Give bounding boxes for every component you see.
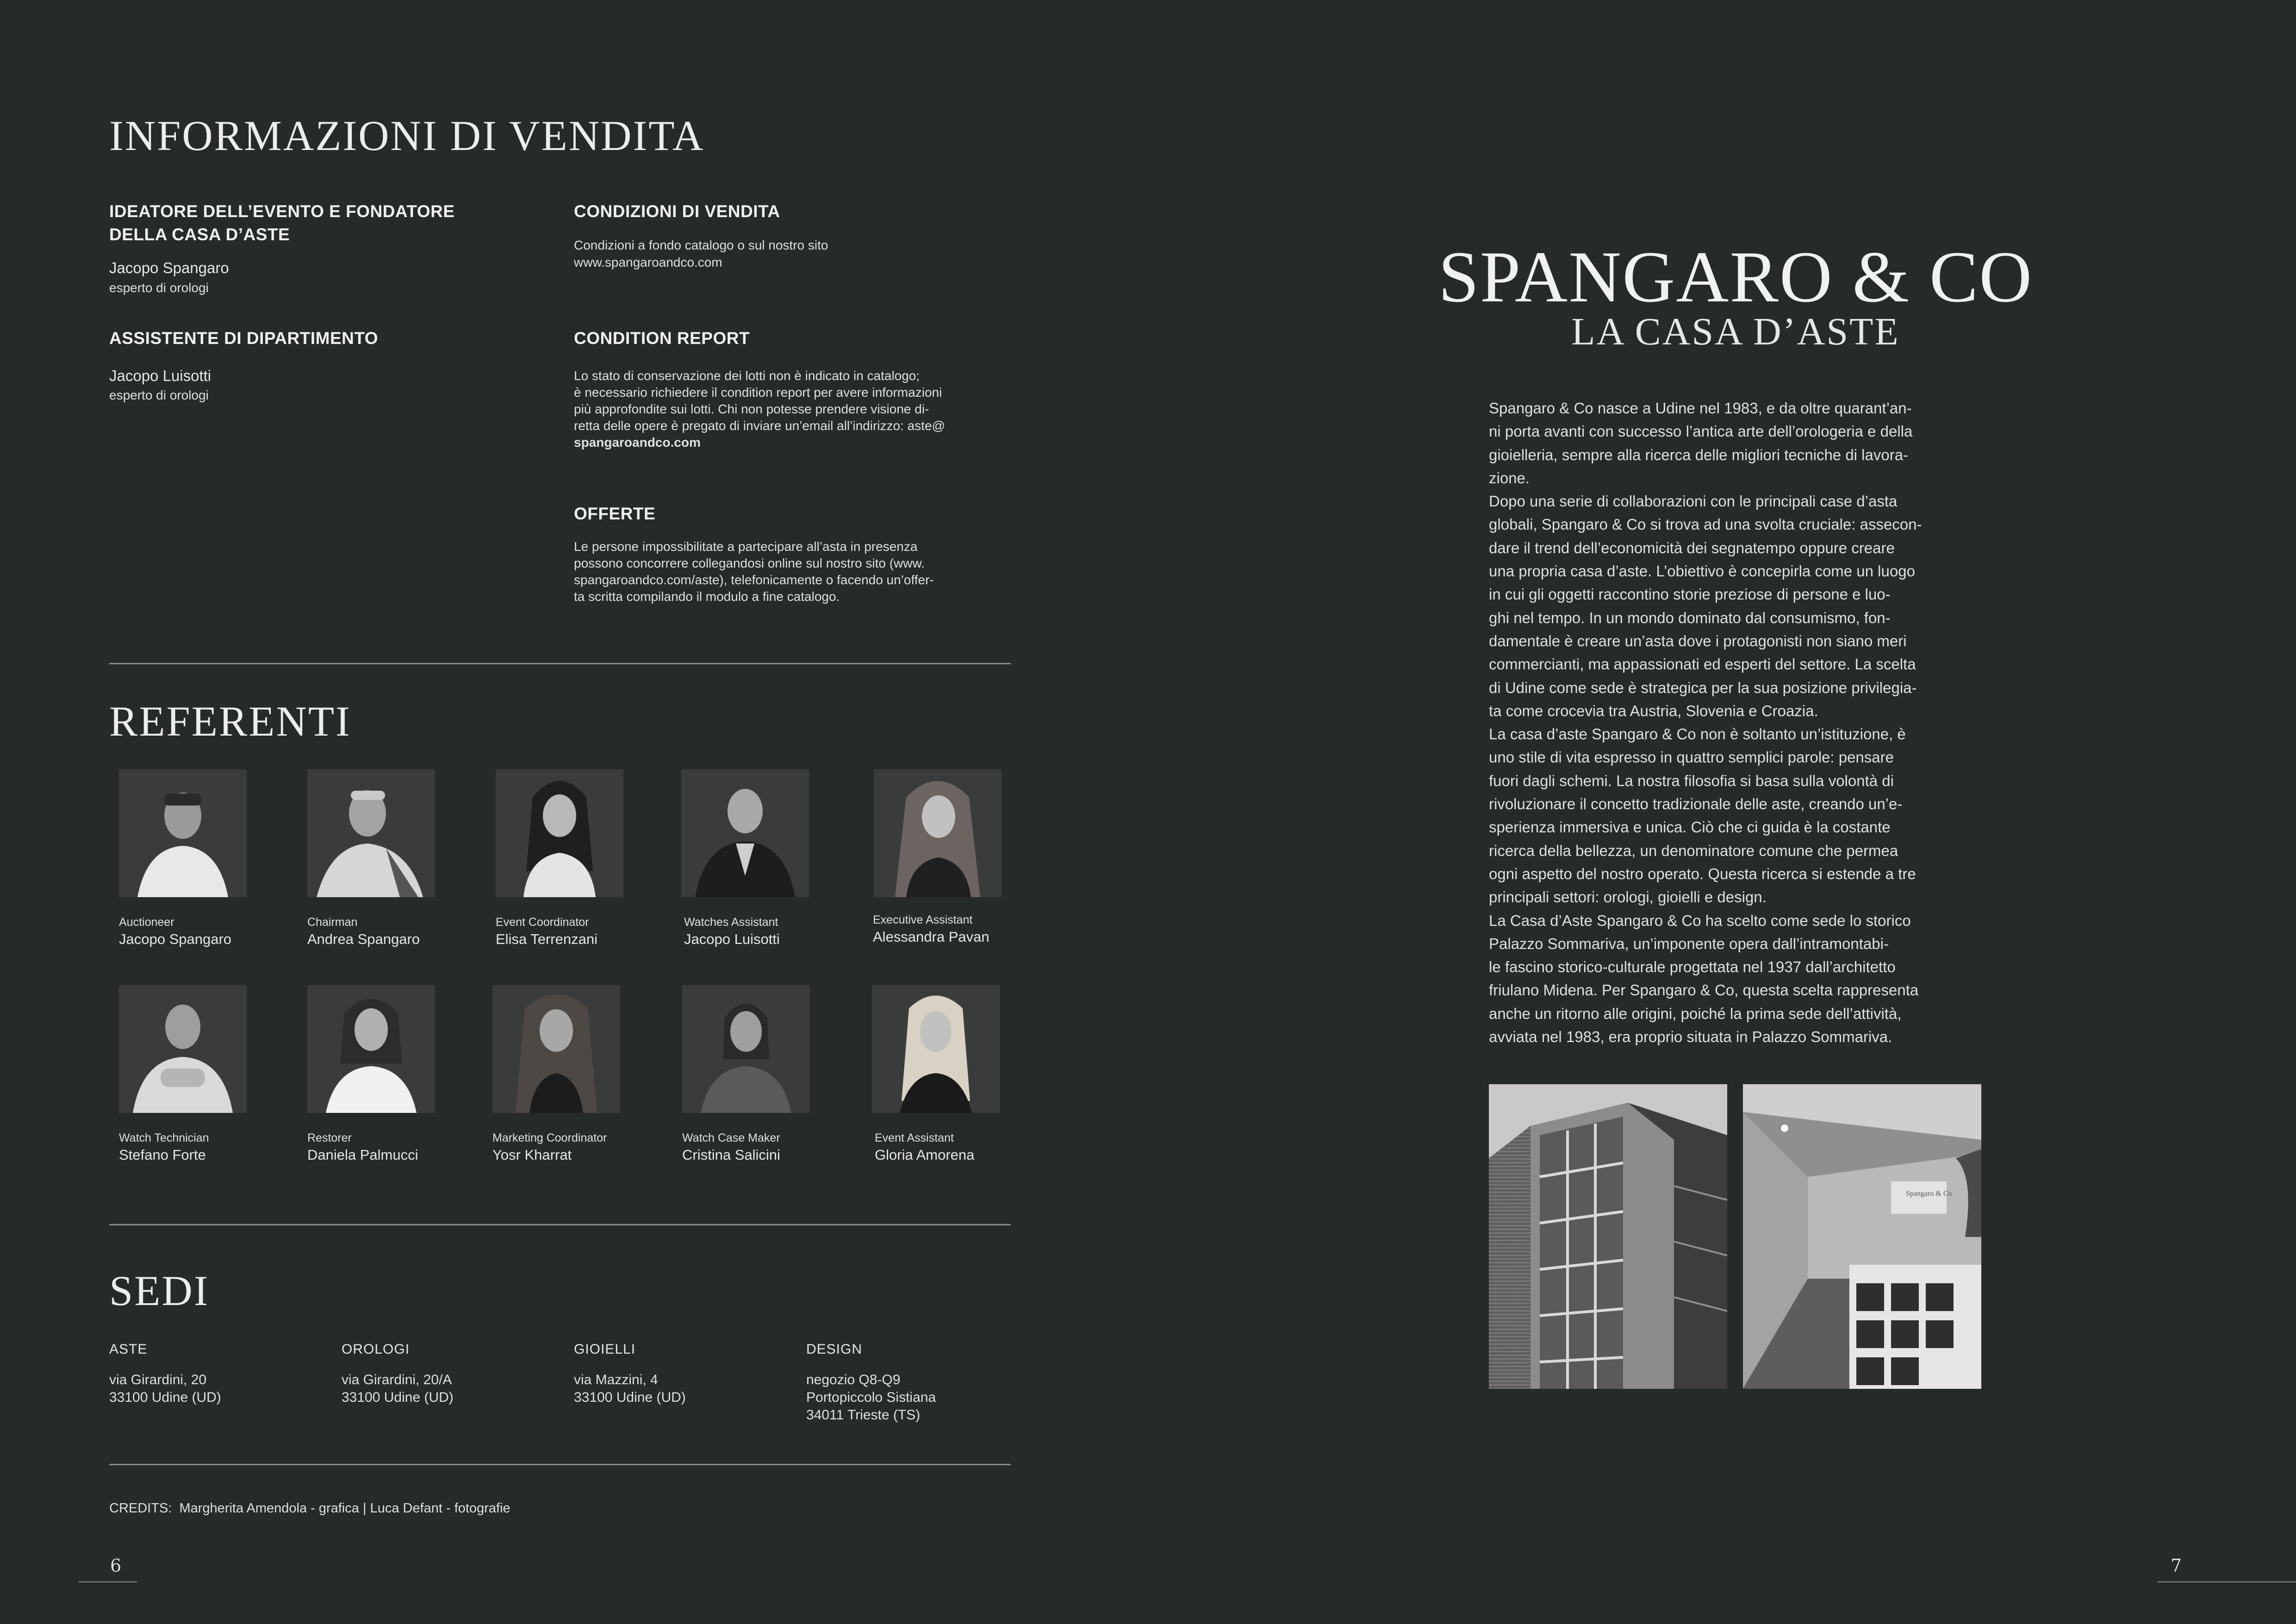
text-line: Spangaro & Co nasce a Udine nel 1983, e da oltre quarant’an- <box>1489 400 1912 417</box>
sedi-title: SEDI <box>109 1267 210 1314</box>
referenti-title: REFERENTI <box>109 698 351 745</box>
text-line: sperienza immersiva e unica. Ciò che ci guida è la costante <box>1489 818 1891 836</box>
page-number-right: 7 <box>2171 1555 2182 1576</box>
text-line: La Casa d’Aste Spangaro & Co ha scelto come sede lo storico <box>1489 912 1911 929</box>
person-role: Auctioneer <box>119 916 174 929</box>
assistant-role: esperto di orologi <box>109 388 209 402</box>
condition-report-heading: CONDITION REPORT <box>574 329 750 348</box>
text-line: zione. <box>1489 469 1530 487</box>
divider <box>109 1464 1011 1465</box>
page-title: INFORMAZIONI DI VENDITA <box>109 112 705 159</box>
page-number-left: 6 <box>110 1555 122 1576</box>
person-role: Event Coordinator <box>496 916 589 929</box>
condition-report-email[interactable]: spangaroandco.com <box>574 435 701 450</box>
interior-photo <box>1743 1084 1981 1389</box>
person-name: Alessandra Pavan <box>873 929 989 945</box>
condition-report-line: retta delle opere è pregato di inviare un’email all’indirizzo: aste@ <box>574 418 945 433</box>
sede-address: via Girardini, 20 33100 Udine (UD) <box>109 1372 221 1405</box>
person-role: Watch Technician <box>119 1131 209 1144</box>
brand-subtitle: LA CASA D’ASTE <box>1571 310 1900 353</box>
portrait-photo <box>307 985 435 1113</box>
offers-line: possono concorrere collegandosi online sul nostro sito (www. <box>574 556 925 570</box>
person-name: Stefano Forte <box>119 1147 206 1163</box>
sede-address: via Mazzini, 4 33100 Udine (UD) <box>574 1372 686 1405</box>
text-line: La casa d’aste Spangaro & Co non è soltanto un’istituzione, è <box>1489 725 1906 743</box>
text-line: uno stile di vita espresso in quattro semplici parole: pensare <box>1489 749 1894 766</box>
sede-label: GIOIELLI <box>574 1342 636 1357</box>
condition-report-line: Lo stato di conservazione dei lotti non è indicato in catalogo; <box>574 369 920 383</box>
portrait-photo <box>872 985 1000 1113</box>
text-line: ogni aspetto del nostro operato. Questa ricerca si estende a tre <box>1489 865 1916 882</box>
text-line: di Udine come sede è strategica per la sua posizione privilegia- <box>1489 679 1917 696</box>
condition-report-line: è necessario richiedere il condition report per avere informazioni <box>574 385 942 400</box>
person-name: Cristina Salicini <box>682 1147 780 1163</box>
history-text <box>1489 397 1981 1049</box>
text-line: globali, Spangaro & Co si trova ad una svolta cruciale: assecon- <box>1489 516 1922 533</box>
text-line: principali settori: orologi, gioielli e design. <box>1489 888 1767 906</box>
text-line: rivoluzionare il concetto tradizionale delle aste, creando un’e- <box>1489 795 1903 813</box>
text-line: in cui gli oggetti raccontino storie preziose di persone e luo- <box>1489 586 1891 603</box>
text-line: Palazzo Sommariva, un’imponente opera dall’intramontabi- <box>1489 935 1889 952</box>
portrait-photo <box>119 985 247 1113</box>
text-line: le fascino storico-culturale progettata nel 1937 dall’architetto <box>1489 958 1896 976</box>
sede-address: negozio Q8-Q9 Portopiccolo Sistiana 34011 Trieste (TS) <box>806 1372 936 1423</box>
portrait-photo <box>682 985 810 1113</box>
condition-report-line: più approfondite sui lotti. Chi non potesse prendere visione di- <box>574 402 929 416</box>
assistant-heading: ASSISTENTE DI DIPARTIMENTO <box>109 329 379 348</box>
person-name: Andrea Spangaro <box>307 931 420 947</box>
person-role: Restorer <box>307 1131 352 1144</box>
person-name: Gloria Amorena <box>875 1147 975 1163</box>
portrait-photo <box>307 769 435 897</box>
sede-address: via Girardini, 20/A 33100 Udine (UD) <box>342 1372 454 1405</box>
text-line: anche un ritorno alle origini, poiché la prima sede dell’attività, <box>1489 1005 1902 1022</box>
person-role: Chairman <box>307 916 358 929</box>
condition-report-text <box>574 368 1014 451</box>
text-line: ta come crocevia tra Austria, Slovenia e Croazia. <box>1489 702 1818 719</box>
text-line: ghi nel tempo. In un mondo dominato dal consumismo, fon- <box>1489 609 1891 626</box>
person-name: Jacopo Luisotti <box>684 931 780 947</box>
sede-label: OROLOGI <box>342 1342 410 1357</box>
person-role: Watches Assistant <box>684 916 778 929</box>
credits: CREDITS: Margherita Amendola - grafica | Luca Defant - fotografie <box>109 1501 510 1516</box>
assistant-name: Jacopo Luisotti <box>109 367 212 384</box>
text-line: fuori dagli schemi. La nostra filosofia si basa sulla volontà di <box>1489 772 1894 789</box>
text-line: una propria casa d’aste. L’obiettivo è concepirla come un luogo <box>1489 562 1915 580</box>
person-name: Daniela Palmucci <box>307 1147 418 1163</box>
page-number-underline <box>79 1581 137 1582</box>
text-line: dare il trend dell’economicità dei segnatempo oppure creare <box>1489 539 1895 556</box>
person-name: Jacopo Spangaro <box>119 931 232 947</box>
text-line: ricerca della bellezza, un denominatore comune che permea <box>1489 842 1898 859</box>
interior-sign: Spangaro & Co <box>1906 1190 1952 1198</box>
text-line: damentale è creare un’asta dove i protagonisti non siano meri <box>1489 632 1907 650</box>
conditions-heading: CONDIZIONI DI VENDITA <box>574 202 780 221</box>
text-line: gioielleria, sempre alla ricerca delle migliori tecniche di lavora- <box>1489 446 1909 463</box>
portrait-photo <box>492 985 620 1113</box>
conditions-line-1: Condizioni a fondo catalogo o sul nostro sito <box>574 238 828 252</box>
page-number-underline <box>2158 1581 2296 1582</box>
text-line: Dopo una serie di collaborazioni con le principali case d’asta <box>1489 493 1898 510</box>
person-name: Elisa Terrenzani <box>496 931 597 947</box>
building-photo <box>1489 1084 1727 1389</box>
divider <box>109 663 1011 664</box>
text-line: commercianti, ma appassionati ed esperti del settore. La scelta <box>1489 656 1916 673</box>
founder-name: Jacopo Spangaro <box>109 259 229 276</box>
person-role: Marketing Coordinator <box>492 1131 607 1144</box>
offers-text <box>574 538 1014 605</box>
text-line: friulano Midena. Per Spangaro & Co, questa scelta rappresenta <box>1489 981 1919 999</box>
portrait-photo <box>874 769 1002 897</box>
sede-label: ASTE <box>109 1342 148 1357</box>
sede-label: DESIGN <box>806 1342 863 1357</box>
text-line: avviata nel 1983, era proprio situata in Palazzo Sommariva. <box>1489 1028 1892 1046</box>
offers-line: spangaroandco.com/aste), telefonicamente o facendo un’offer- <box>574 573 934 587</box>
divider <box>109 1224 1011 1225</box>
portrait-photo <box>681 769 809 897</box>
person-role: Watch Case Maker <box>682 1131 780 1144</box>
person-role: Executive Assistant <box>873 913 973 926</box>
conditions-link[interactable]: www.spangaroandco.com <box>574 255 722 269</box>
text-line: ni porta avanti con successo l’antica arte dell’orologeria e della <box>1489 423 1913 440</box>
portrait-photo <box>119 769 247 897</box>
founder-heading: IDEATORE DELL’EVENTO E FONDATORE DELLA CASA D’ASTE <box>109 202 455 244</box>
person-name: Yosr Kharrat <box>492 1147 572 1163</box>
person-role: Event Assistant <box>875 1131 954 1144</box>
offers-line: ta scritta compilando il modulo a fine catalogo. <box>574 589 840 604</box>
offers-line: Le persone impossibilitate a partecipare all’asta in presenza <box>574 539 918 554</box>
founder-role: esperto di orologi <box>109 281 209 295</box>
portrait-photo <box>496 769 623 897</box>
offers-heading: OFFERTE <box>574 504 656 523</box>
brand-name: SPANGARO & CO <box>1438 237 2033 318</box>
